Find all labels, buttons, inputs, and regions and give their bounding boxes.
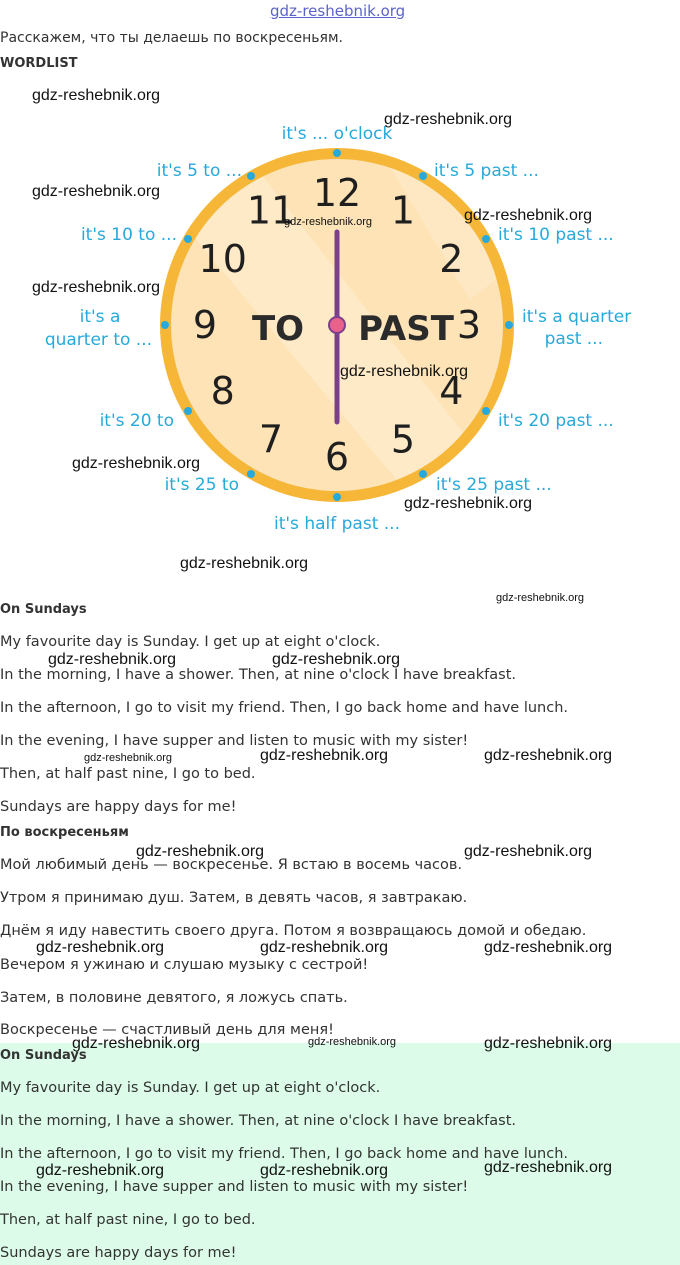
tick-dot	[505, 321, 513, 329]
label-10-past: it's 10 past ...	[498, 225, 614, 245]
tick-dot	[419, 470, 427, 478]
watermark: gdz-reshebnik.org	[404, 495, 533, 512]
watermark: gdz-reshebnik.org	[464, 843, 593, 860]
watermark: gdz-reshebnik.org	[32, 183, 161, 200]
tick-dot	[161, 321, 169, 329]
russian-line: Днём я иду навестить своего друга. Потом я возвращаюсь домой и обедаю.	[0, 923, 587, 939]
watermark: gdz-reshebnik.org	[484, 1159, 613, 1176]
watermark: gdz-reshebnik.org	[84, 752, 173, 764]
clock-number-1: 1	[390, 188, 416, 233]
tick-dot	[333, 149, 341, 157]
label-half-past: it's half past ...	[274, 514, 400, 534]
russian-line: Мой любимый день — воскресенье. Я встаю в восемь часов.	[0, 857, 463, 873]
clock-number-3: 3	[456, 303, 482, 347]
tick-dot	[184, 235, 192, 243]
watermark: gdz-reshebnik.org	[464, 207, 593, 224]
clock-number-11: 11	[246, 188, 296, 233]
label-25-past: it's 25 past ...	[436, 475, 552, 495]
label-20-past: it's 20 past ...	[498, 411, 614, 431]
watermark: gdz-reshebnik.org	[484, 747, 613, 764]
tick-dot	[247, 470, 255, 478]
watermark: gdz-reshebnik.org	[260, 747, 389, 764]
to-label: TO	[251, 309, 305, 349]
english-title: On Sundays	[0, 602, 87, 617]
label-5-past: it's 5 past ...	[434, 161, 539, 181]
label-oclock: it's ... o'clock	[281, 124, 393, 144]
english-repeat-line: In the evening, I have supper and listen to music with my sister!	[0, 1179, 469, 1195]
label-5-to: it's 5 to ...	[156, 161, 242, 181]
english-line: Then, at half past nine, I go to bed.	[0, 766, 256, 782]
page-subtitle: Расскажем, что ты делаешь по воскресеньям.	[0, 30, 343, 46]
watermark: gdz-reshebnik.org	[180, 555, 309, 572]
russian-line: Затем, в половине девятого, я ложусь спать.	[0, 990, 348, 1006]
watermark: gdz-reshebnik.org	[36, 939, 165, 956]
clock-number-6: 6	[324, 435, 350, 479]
watermark: gdz-reshebnik.org	[32, 279, 161, 296]
clock-number-7: 7	[258, 417, 284, 462]
russian-line: Вечером я ужинаю и слушаю музыку с сестрой!	[0, 957, 369, 973]
watermark: gdz-reshebnik.org	[272, 651, 401, 668]
clock-number-9: 9	[192, 303, 218, 347]
watermark: gdz-reshebnik.org	[72, 1035, 201, 1052]
label-quarter-to-1: it's a	[79, 307, 121, 327]
label-quarter-to-2: quarter to ...	[44, 330, 152, 350]
watermark: gdz-reshebnik.org	[48, 651, 177, 668]
english-line: In the morning, I have a shower. Then, at nine o'clock I have breakfast.	[0, 667, 516, 683]
past-label: PAST	[358, 309, 454, 349]
watermark: gdz-reshebnik.org	[484, 939, 613, 956]
label-10-to: it's 10 to ...	[80, 225, 177, 245]
clock-illustration	[0, 110, 680, 550]
russian-line: Утром я принимаю душ. Затем, в девять часов, я завтракаю.	[0, 890, 468, 906]
watermark: gdz-reshebnik.org	[260, 1162, 389, 1179]
label-quarter-past-2: past ...	[544, 329, 603, 349]
watermark: gdz-reshebnik.org	[36, 1162, 165, 1179]
clock-number-5: 5	[390, 417, 416, 462]
english-repeat-title: On Sundays	[0, 1048, 87, 1063]
watermark: gdz-reshebnik.org	[496, 592, 585, 604]
tick-dot	[333, 493, 341, 501]
tick-dot	[419, 172, 427, 180]
clock-number-4: 4	[439, 369, 464, 413]
russian-line: Воскресенье — счастливый день для меня!	[0, 1022, 334, 1038]
clock-pin	[329, 317, 345, 333]
english-repeat-line: Then, at half past nine, I go to bed.	[0, 1212, 256, 1228]
english-line: In the evening, I have supper and listen to music with my sister!	[0, 733, 469, 749]
tick-dot	[184, 407, 192, 415]
wordlist-heading: WORDLIST	[0, 56, 78, 71]
clock-number-2: 2	[439, 237, 464, 281]
english-repeat-line: In the afternoon, I go to visit my friend. Then, I go back home and have lunch.	[0, 1146, 569, 1162]
label-25-to: it's 25 to	[164, 475, 239, 495]
english-line: My favourite day is Sunday. I get up at eight o'clock.	[0, 634, 381, 650]
russian-title: По воскресеньям	[0, 825, 129, 840]
watermark: gdz-reshebnik.org	[136, 843, 265, 860]
site-header-link[interactable]: gdz-reshebnik.org	[270, 2, 406, 20]
clock-number-10: 10	[198, 237, 247, 281]
watermark: gdz-reshebnik.org	[484, 1035, 613, 1052]
watermark: gdz-reshebnik.org	[260, 939, 389, 956]
label-quarter-past-1: it's a quarter	[522, 307, 632, 327]
watermark: gdz-reshebnik.org	[32, 87, 161, 104]
english-repeat-line: My favourite day is Sunday. I get up at eight o'clock.	[0, 1080, 381, 1096]
label-20-to: it's 20 to	[99, 411, 174, 431]
watermark: gdz-reshebnik.org	[384, 111, 513, 128]
tick-dot	[482, 235, 490, 243]
clock-number-12: 12	[312, 171, 362, 215]
english-repeat-line: Sundays are happy days for me!	[0, 1245, 237, 1261]
english-repeat-line: In the morning, I have a shower. Then, at nine o'clock I have breakfast.	[0, 1113, 516, 1129]
watermark: gdz-reshebnik.org	[340, 363, 469, 380]
tick-dot	[482, 407, 490, 415]
watermark: gdz-reshebnik.org	[308, 1036, 397, 1048]
watermark: gdz-reshebnik.org	[284, 216, 373, 228]
tick-dot	[247, 172, 255, 180]
english-line: In the afternoon, I go to visit my friend. Then, I go back home and have lunch.	[0, 700, 569, 716]
english-line: Sundays are happy days for me!	[0, 799, 237, 815]
watermark: gdz-reshebnik.org	[72, 455, 201, 472]
clock-number-8: 8	[210, 369, 235, 413]
